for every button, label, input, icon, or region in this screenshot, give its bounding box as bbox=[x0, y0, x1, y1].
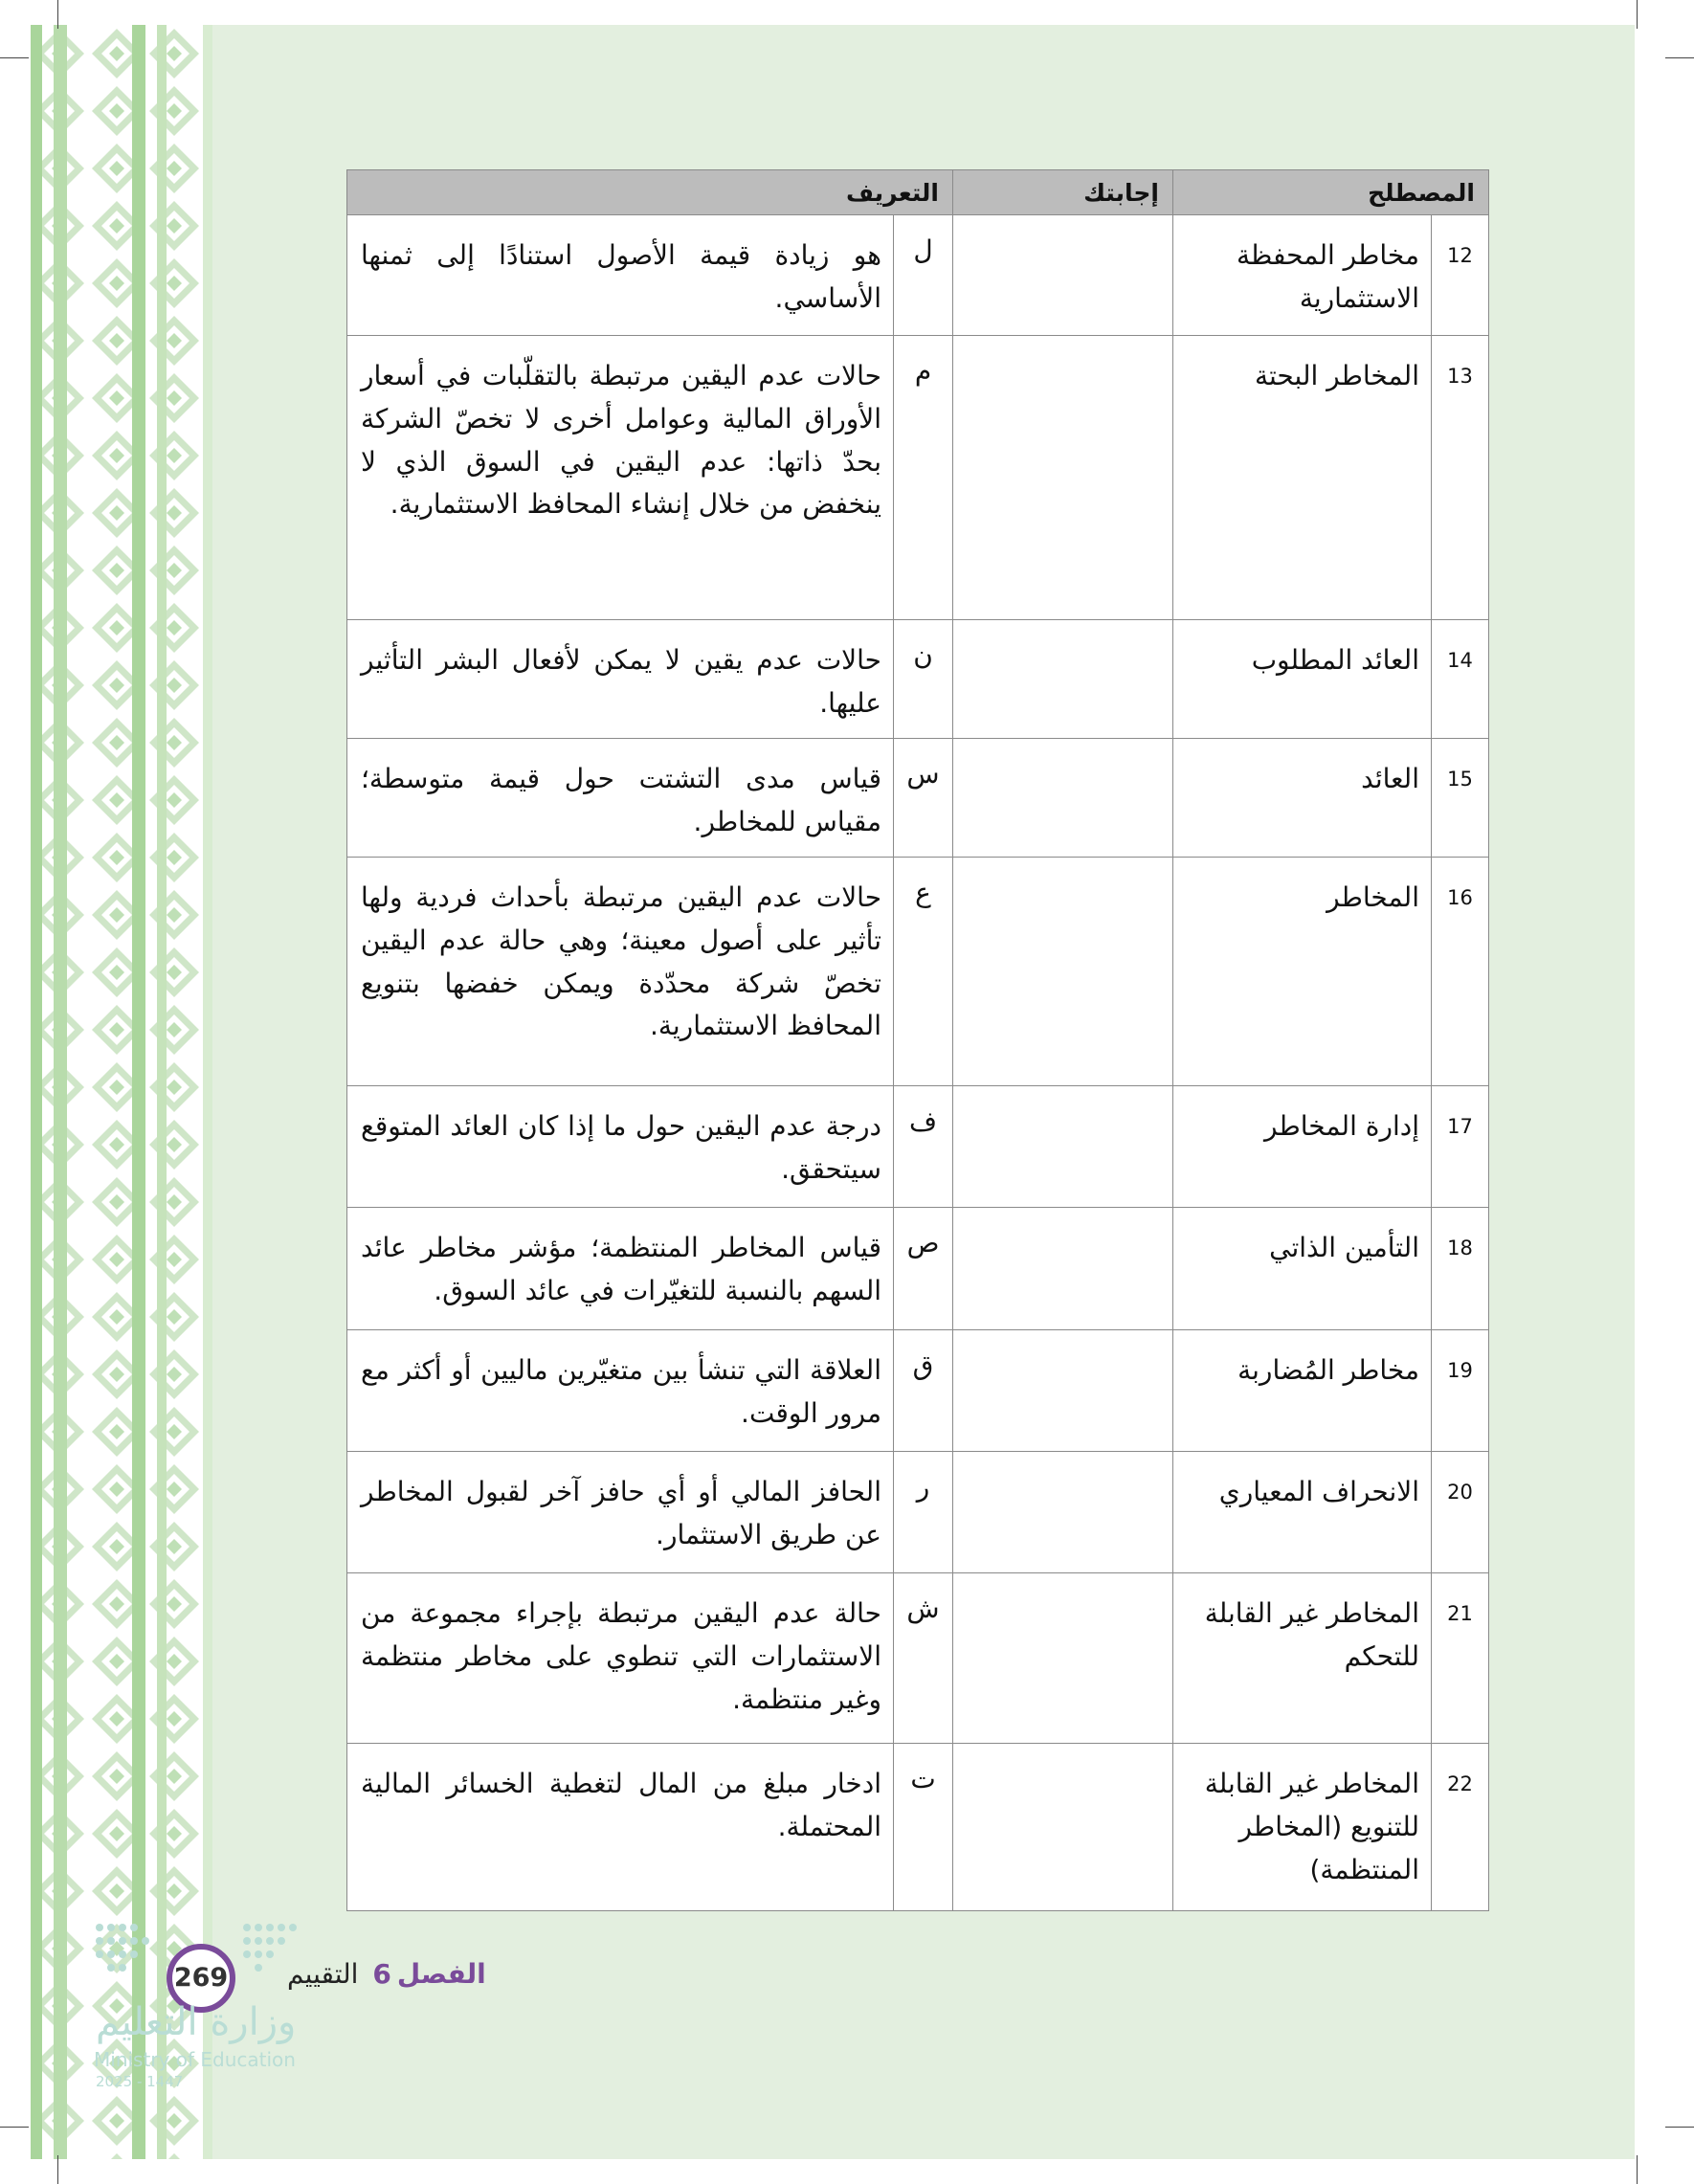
table-header-row bbox=[347, 170, 1489, 215]
crop-mark bbox=[1665, 2127, 1694, 2128]
chapter-number: 6 bbox=[372, 1958, 391, 1990]
answer-cell[interactable] bbox=[953, 215, 1173, 336]
crop-mark bbox=[0, 57, 29, 58]
row-number: 19 bbox=[1432, 1330, 1489, 1452]
row-number: 21 bbox=[1432, 1573, 1489, 1744]
answer-cell[interactable] bbox=[953, 336, 1173, 620]
term-cell: مخاطر المُضاربة bbox=[1173, 1330, 1432, 1452]
ministry-logo-year: 2025 - 1447 bbox=[96, 2073, 184, 2090]
term-cell: المخاطر bbox=[1173, 858, 1432, 1086]
crop-mark bbox=[1665, 57, 1694, 58]
row-number: 13 bbox=[1432, 336, 1489, 620]
row-number: 18 bbox=[1432, 1208, 1489, 1330]
table-row bbox=[347, 739, 1489, 858]
table-row bbox=[347, 1208, 1489, 1330]
table-row bbox=[347, 620, 1489, 739]
table-row bbox=[347, 1086, 1489, 1208]
table-row bbox=[347, 1573, 1489, 1744]
term-cell: التأمين الذاتي bbox=[1173, 1208, 1432, 1330]
definition-cell: حالات عدم اليقين مرتبطة بالتقلّبات في أسعار الأوراق المالية وعوامل أخرى لا تخصّ الشركة بحدّ ذاتها: عدم اليقين في السوق الذي لا ينخفض من خلال إنشاء المحافظ الاستثمارية. bbox=[347, 336, 894, 620]
term-cell: العائد المطلوب bbox=[1173, 620, 1432, 739]
term-cell: الانحراف المعياري bbox=[1173, 1452, 1432, 1573]
definition-cell: قياس مدى التشتت حول قيمة متوسطة؛ مقياس للمخاطر. bbox=[347, 739, 894, 858]
definition-letter: ع bbox=[894, 858, 953, 1086]
term-cell: المخاطر غير القابلة للتحكم bbox=[1173, 1573, 1432, 1744]
row-number: 14 bbox=[1432, 620, 1489, 739]
term-cell: مخاطر المحفظة الاستثمارية bbox=[1173, 215, 1432, 336]
answer-cell[interactable] bbox=[953, 1086, 1173, 1208]
definition-letter: ق bbox=[894, 1330, 953, 1452]
term-cell: إدارة المخاطر bbox=[1173, 1086, 1432, 1208]
definition-cell: حالات عدم اليقين مرتبطة بأحداث فردية ولها تأثير على أصول معينة؛ وهي حالة عدم اليقين تخصّ شركة محدّدة ويمكن خفضها بتنويع المحافظ الاستثمارية. bbox=[347, 858, 894, 1086]
terms-matching-table bbox=[346, 169, 1489, 1911]
header-definition: التعريف bbox=[347, 170, 953, 215]
table-row bbox=[347, 215, 1489, 336]
row-number: 22 bbox=[1432, 1744, 1489, 1911]
crop-mark bbox=[1637, 2155, 1638, 2184]
definition-letter: ش bbox=[894, 1573, 953, 1744]
ministry-logo-english: Ministry of Education bbox=[94, 2048, 296, 2071]
table-row bbox=[347, 1452, 1489, 1573]
definition-cell: قياس المخاطر المنتظمة؛ مؤشر مخاطر عائد السهم بالنسبة للتغيّرات في عائد السوق. bbox=[347, 1208, 894, 1330]
answer-cell[interactable] bbox=[953, 1452, 1173, 1573]
row-number: 15 bbox=[1432, 739, 1489, 858]
term-cell: المخاطر البحتة bbox=[1173, 336, 1432, 620]
term-cell: المخاطر غير القابلة للتنويع (المخاطر المنتظمة) bbox=[1173, 1744, 1432, 1911]
table-row bbox=[347, 336, 1489, 620]
answer-cell[interactable] bbox=[953, 739, 1173, 858]
section-title: التقييم bbox=[287, 1958, 359, 1990]
answer-cell[interactable] bbox=[953, 620, 1173, 739]
answer-cell[interactable] bbox=[953, 1744, 1173, 1911]
row-number: 16 bbox=[1432, 858, 1489, 1086]
definition-cell: الحافز المالي أو أي حافز آخر لقبول المخاطر عن طريق الاستثمار. bbox=[347, 1452, 894, 1573]
definition-letter: ن bbox=[894, 620, 953, 739]
row-number: 17 bbox=[1432, 1086, 1489, 1208]
definition-letter: ص bbox=[894, 1208, 953, 1330]
answer-cell[interactable] bbox=[953, 1208, 1173, 1330]
ministry-logo-arabic: وزارة التعليم bbox=[96, 2000, 297, 2044]
term-cell: العائد bbox=[1173, 739, 1432, 858]
definition-cell: حالة عدم اليقين مرتبطة بإجراء مجموعة من الاستثمارات التي تنطوي على مخاطر منتظمة وغير منتظمة. bbox=[347, 1573, 894, 1744]
chapter-footer bbox=[287, 1958, 486, 1990]
crop-mark bbox=[1637, 0, 1638, 29]
answer-cell[interactable] bbox=[953, 1573, 1173, 1744]
definition-letter: ت bbox=[894, 1744, 953, 1911]
answer-cell[interactable] bbox=[953, 1330, 1173, 1452]
row-number: 20 bbox=[1432, 1452, 1489, 1573]
header-answer: إجابتك bbox=[953, 170, 1173, 215]
definition-letter: م bbox=[894, 336, 953, 620]
definition-cell: درجة عدم اليقين حول ما إذا كان العائد المتوقع سيتحقق. bbox=[347, 1086, 894, 1208]
definition-letter: س bbox=[894, 739, 953, 858]
answer-cell[interactable] bbox=[953, 858, 1173, 1086]
decorative-side-pattern bbox=[31, 25, 212, 2159]
crop-mark bbox=[57, 0, 58, 29]
definition-cell: العلاقة التي تنشأ بين متغيّرين ماليين أو أكثر مع مرور الوقت. bbox=[347, 1330, 894, 1452]
table-row bbox=[347, 1330, 1489, 1452]
chapter-label: الفصل bbox=[396, 1958, 486, 1990]
table-row bbox=[347, 1744, 1489, 1911]
definition-cell: هو زيادة قيمة الأصول استنادًا إلى ثمنها الأساسي. bbox=[347, 215, 894, 336]
page-number-badge: 269 bbox=[167, 1944, 235, 2013]
header-term: المصطلح bbox=[1173, 170, 1489, 215]
definition-cell: حالات عدم يقين لا يمكن لأفعال البشر التأثير عليها. bbox=[347, 620, 894, 739]
definition-letter: ر bbox=[894, 1452, 953, 1573]
crop-mark bbox=[57, 2155, 58, 2184]
definition-letter: ل bbox=[894, 215, 953, 336]
definition-letter: ف bbox=[894, 1086, 953, 1208]
definition-cell: ادخار مبلغ من المال لتغطية الخسائر المالية المحتملة. bbox=[347, 1744, 894, 1911]
row-number: 12 bbox=[1432, 215, 1489, 336]
crop-mark bbox=[0, 2127, 29, 2128]
table-row bbox=[347, 858, 1489, 1086]
